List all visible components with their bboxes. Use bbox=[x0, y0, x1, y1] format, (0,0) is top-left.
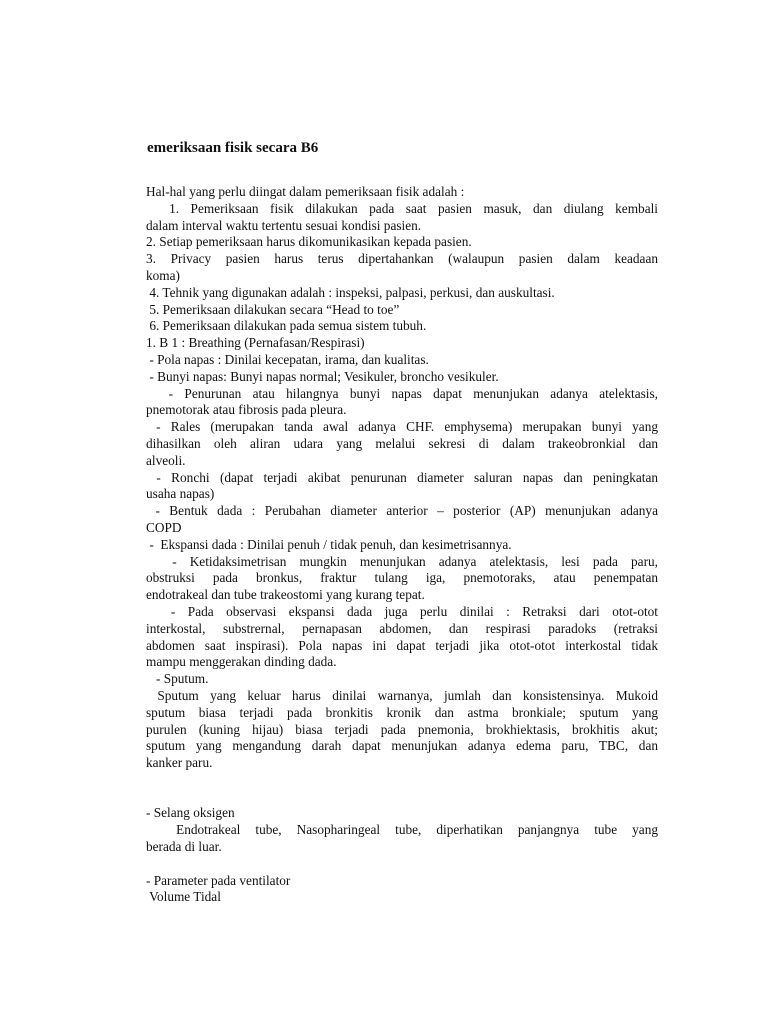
text-line: Sputum yang keluar harus dinilai warnanya, jumlah dan konsistensinya. Mukoid bbox=[146, 687, 658, 703]
text-line: 1. Pemeriksaan fisik dilakukan pada saat pasien masuk, dan diulang kembali bbox=[146, 200, 658, 216]
text-line: koma) bbox=[146, 267, 180, 283]
text-line: - Pola napas : Dinilai kecepatan, irama, dan kualitas. bbox=[146, 351, 429, 367]
text-line: abdomen saat inspirasi). Pola napas ini dapat terjadi jika otot-otot interkostal tidak bbox=[146, 637, 658, 653]
text-line: sputum biasa terjadi pada bronkitis kronik dan astma bronkiale; sputum yang bbox=[146, 704, 658, 720]
text-line: - Bunyi napas: Bunyi napas normal; Vesikuler, broncho vesikuler. bbox=[146, 368, 499, 384]
blank-line bbox=[146, 789, 658, 806]
text-line: - Selang oksigen bbox=[146, 805, 235, 821]
text-line: 2. Setiap pemeriksaan harus dikomunikasikan kepada pasien. bbox=[146, 234, 472, 250]
text-line: - Sputum. bbox=[146, 671, 209, 687]
text-line: usaha napas) bbox=[146, 486, 215, 502]
blank-line bbox=[146, 856, 658, 873]
text-line: - Ketidaksimetrisan mungkin menunjukan adanya atelektasis, lesi pada paru, bbox=[146, 553, 658, 569]
text-line: dalam interval waktu tertentu sesuai kondisi pasien. bbox=[146, 217, 422, 233]
blank-line bbox=[146, 772, 658, 789]
text-line: purulen (kuning hijau) biasa terjadi pada pnemonia, brokhiektasis, brokhitis akut; bbox=[146, 721, 658, 737]
text-line: - Pada observasi ekspansi dada juga perlu dinilai : Retraksi dari otot-otot bbox=[146, 603, 658, 619]
text-line: sputum yang mengandung darah dapat menunjukan adanya edema paru, TBC, dan bbox=[146, 738, 658, 754]
text-line: alveoli. bbox=[146, 452, 186, 468]
text-line: obstruksi pada bronkus, fraktur tulang iga, pnemotoraks, atau penempatan bbox=[146, 570, 658, 586]
text-line: 5. Pemeriksaan dilakukan secara “Head to toe” bbox=[146, 301, 400, 317]
text-line: - Ronchi (dapat terjadi akibat penurunan diameter saluran napas dan peningkatan bbox=[146, 469, 659, 485]
text-line: Volume Tidal bbox=[146, 889, 221, 905]
text-line: - Parameter pada ventilator bbox=[146, 872, 291, 888]
text-line: berada di luar. bbox=[146, 839, 222, 855]
text-line: interkostal, substrernal, pernapasan abdomen, dan respirasi paradoks (retraksi bbox=[146, 620, 658, 636]
text-line: pnemotorak atau fibrosis pada pleura. bbox=[146, 402, 347, 418]
text-line: 6. Pemeriksaan dilakukan pada semua sistem tubuh. bbox=[146, 318, 427, 334]
text-line: 1. B 1 : Breathing (Pernafasan/Respirasi) bbox=[146, 335, 365, 351]
text-line: - Rales (merupakan tanda awal adanya CHF. emphysema) merupakan bunyi yang bbox=[146, 419, 658, 435]
text-line: mampu menggerakan dinding dada. bbox=[146, 654, 337, 670]
text-line: - Ekspansi dada : Dinilai penuh / tidak penuh, dan kesimetrisannya. bbox=[146, 536, 512, 552]
text-line: COPD bbox=[146, 519, 182, 535]
text-line: - Penurunan atau hilangnya bunyi napas dapat menunjukan adanya atelektasis, bbox=[146, 385, 658, 401]
text-line: 3. Privacy pasien harus terus dipertahankan (walaupun pasien dalam keadaan bbox=[146, 251, 658, 267]
text-line: 4. Tehnik yang digunakan adalah : inspeksi, palpasi, perkusi, dan auskultasi. bbox=[146, 284, 555, 300]
text-line: - Bentuk dada : Perubahan diameter anterior – posterior (AP) menunjukan adanya bbox=[146, 503, 658, 519]
text-line: Endotrakeal tube, Nasopharingeal tube, diperhatikan panjangnya tube yang bbox=[146, 822, 658, 838]
text-line: kanker paru. bbox=[146, 755, 213, 771]
document-title: emeriksaan fisik secara B6 bbox=[147, 140, 319, 156]
text-line: Hal-hal yang perlu diingat dalam pemeriksaan fisik adalah : bbox=[146, 184, 465, 199]
document-body bbox=[146, 184, 658, 906]
text-line: endotrakeal dan tube trakeostomi yang kurang tepat. bbox=[146, 587, 425, 603]
text-line: dihasilkan oleh aliran udara yang melalui sekresi di dalam trakeobronkial dan bbox=[146, 435, 658, 451]
